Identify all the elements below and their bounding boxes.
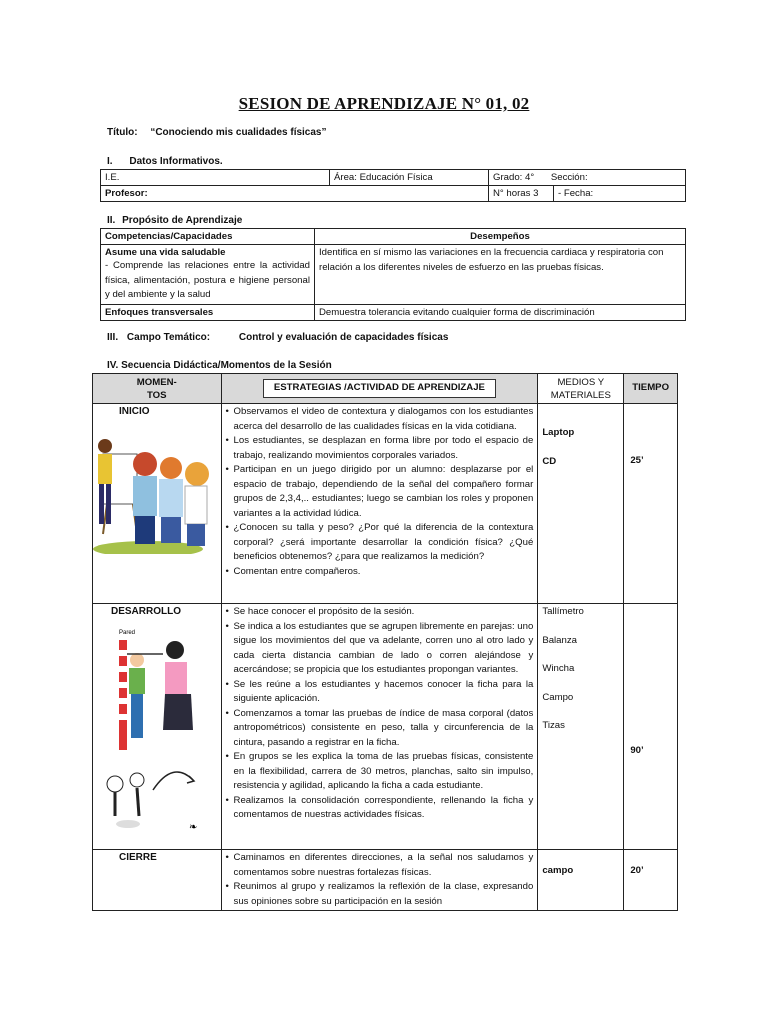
enfoques-value: Demuestra tolerancia evitando cualquier forma de discriminación [315,304,686,320]
section1-number: I. [107,156,113,167]
cierre-time: 20’ [624,850,678,911]
titulo-line [107,127,327,138]
area-cell: Área: Educación Física [330,170,489,186]
cierre-strategies-cell [221,850,538,911]
competencia-cell [101,245,315,305]
wall-label: Pared [119,629,136,636]
children-measuring-illustration [93,424,211,554]
desarrollo-material: Tizas [542,720,565,731]
desarrollo-time: 90’ [624,604,678,850]
desarrollo-strategy-item: • Realizamos la consolidación correspondiente, rellenando la ficha y comentamos de nuestras actividades físicas. [234,794,534,823]
section2-number: II. [107,215,116,226]
desarrollo-strategy-item: • Se les reúne a los estudiantes y hacemos conocer la ficha para la siguiente aplicación. [234,678,534,707]
inicio-strategies-list [226,405,534,579]
fecha-cell: - Fecha: [554,186,686,202]
enfoques-label: Enfoques transversales [101,304,315,320]
desarrollo-strategies-cell [221,604,538,850]
desarrollo-label: DESARROLLO [111,606,181,617]
cierre-material: campo [538,850,624,911]
inicio-strategy-item: • ¿Conocen su talla y peso? ¿Por qué la diferencia de la contextura corporal? ¿será importante desarrollar la condición física? ¿Qué beneficios obtenemos? ¿para que realizamos la medición? [234,521,534,565]
desempenos-header: Desempeños [315,229,686,245]
estrategias-header [221,374,538,404]
proposito-table [100,228,686,321]
cierre-strategies-list [226,851,534,909]
seccion-label: Sección: [550,172,588,183]
height-measurement-illustration [93,620,211,842]
medios-header: MEDIOS Y MATERIALES [538,374,624,404]
titulo-label: Título: [107,127,138,138]
desarrollo-strategy-item: • Se indica a los estudiantes que se agrupen libremente en parejas: uno sigue los movimientos del que va adelante, corren uno al otro lado y cada cierta distancia cambian de lado o corren alejándose y acercándose; se propicia que los estudiantes propongan variantes. [234,620,534,678]
tiempo-header: TIEMPO [624,374,678,404]
desarrollo-strategy-item: • Comenzamos a tomar las pruebas de índice de masa corporal (datos antropométricos) consistente en peso, talla y circunferencia de la cintura, pasando a registrar en la ficha. [234,707,534,751]
section3-label: Campo Temático: [126,332,211,343]
section4-heading: IV. Secuencia Didáctica/Momentos de la Sesión [107,360,332,371]
page-title: SESION DE APRENDIZAJE N° 01, 02 [238,94,530,113]
desarrollo-strategy-item: • En grupos se les explica la toma de las pruebas físicas, consistente en la flexibilidad, carrera de 30 metros, planchas, salto sin impulso, resistencia y agilidad, aplicando la ficha a cada estudiante. [234,750,534,794]
desarrollo-moment-cell [93,604,222,850]
section2-label: Propósito de Aprendizaje [122,215,243,226]
desarrollo-material: Balanza [542,634,577,646]
grado-cell [489,170,686,186]
section3-heading [107,332,448,343]
profesor-cell: Profesor: [101,186,489,202]
competencia-name: Asume una vida saludable [105,247,226,258]
cierre-strategy-item: • Caminamos en diferentes direcciones, a la señal nos saludamos y comentamos sobre nuestras fortalezas físicas. [234,851,534,880]
momentos-header: MOMEN- TOS [93,374,222,404]
section1-heading [107,156,223,167]
datos-table [100,169,686,202]
section2-heading [107,215,242,226]
desarrollo-material: Campo [542,691,574,703]
cierre-label: CIERRE [119,852,157,863]
desarrollo-strategies-list [226,605,534,823]
competencias-header: Competencias/Capacidades [101,229,315,245]
footprint-icon: ❧ [189,821,198,833]
inicio-strategy-item: • Los estudiantes, se desplazan en forma libre por todo el espacio de trabajo, realizando movimientos corporales variados. [234,434,534,463]
desarrollo-materials-cell [538,604,624,850]
inicio-strategy-item: • Comentan entre compañeros. [234,565,534,580]
inicio-strategies-cell [221,404,538,604]
inicio-strategy-item: • Participan en un juego dirigido por un alumno: desplazarse por el espacio de trabajo, dependiendo de la señal del compañero formar grupos de 2,3,4,.. estudiantes; luego se cambian los roles y proponen variantes a la actividad lúdica. [234,463,534,521]
desempeno-cell: Identifica en sí mismo las variaciones en la frecuencia cardiaca y respiratoria con relación a los diferentes niveles de esfuerzo en las pruebas físicas. [315,245,686,305]
inicio-material: Laptop [542,427,575,438]
inicio-strategy-item: • Observamos el video de contextura y dialogamos con los estudiantes acerca del desarrollo de las cualidades físicas en la vida cotidiana. [234,405,534,434]
desarrollo-strategy-item: • Se hace conocer el propósito de la sesión. [234,605,534,620]
desarrollo-material: Tallímetro [542,606,584,617]
capacidad-text: - Comprende las relaciones entre la actividad física, alimentación, postura e higiene personal y del ambiente y la salud [105,260,310,300]
cierre-moment-cell [93,850,222,911]
inicio-moment-cell [93,404,222,604]
inicio-label: INICIO [119,406,150,417]
desarrollo-material: Wincha [542,663,575,674]
inicio-time: 25’ [624,404,678,604]
cierre-strategy-item: • Reunimos al grupo y realizamos la reflexión de la clase, expresando sus opiniones sobre su participación en la sesión [234,880,534,909]
section3-value: Control y evaluación de capacidades físicas [238,332,449,343]
horas-cell: N° horas 3 [489,186,554,202]
secuencia-table [92,373,678,911]
inicio-material: CD [542,455,557,467]
inicio-materials-cell [538,404,624,604]
ie-cell: I.E. [101,170,330,186]
grado-label: Grado: 4° [493,172,535,183]
section3-number: III. [107,332,119,343]
section1-label: Datos Informativos. [129,156,223,167]
estrategias-header-label: ESTRATEGIAS /ACTIVIDAD DE APRENDIZAJE [263,379,496,398]
titulo-value: “Conociendo mis cualidades físicas” [150,127,327,138]
